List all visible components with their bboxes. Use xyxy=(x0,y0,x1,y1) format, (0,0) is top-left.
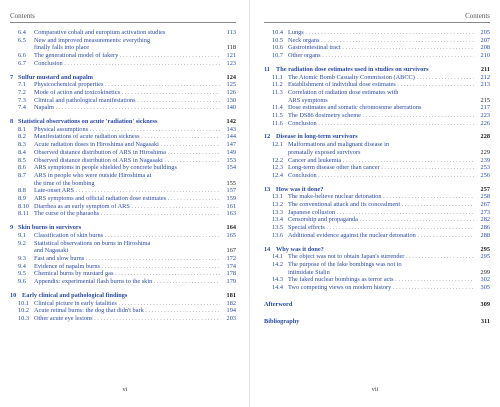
toc-entry-title: Establishment of individual dose estimates . . . xyxy=(288,81,474,89)
toc-chapter-entry[interactable] xyxy=(10,74,236,82)
toc-entry-page: 210 xyxy=(480,52,490,60)
toc-section-entry[interactable] xyxy=(10,307,236,315)
toc-entry-title: Conclusion . . . xyxy=(34,60,220,68)
toc-entry-title: Statistical observations on burns in Hiroshima xyxy=(34,239,151,247)
toc-chapter-number: 13 xyxy=(264,185,271,193)
toc-section-entry[interactable] xyxy=(10,164,236,172)
toc-entry-title: The object was not to obtain Japan's surrender . . . xyxy=(288,253,474,261)
toc-section-entry[interactable] xyxy=(10,232,236,240)
toc-chapter-title: How was it done? xyxy=(276,185,324,193)
toc-entry-number: 10.5 xyxy=(272,36,284,44)
toc-section-entry[interactable] xyxy=(10,104,236,112)
toc-entry-page: 256 xyxy=(480,171,490,179)
toc-entry-page: 295 xyxy=(480,245,490,253)
toc-section-entry[interactable] xyxy=(264,120,490,128)
toc-entry-number: 8.10 xyxy=(18,202,30,210)
toc-entry-continuation[interactable] xyxy=(264,269,490,277)
toc-entry-number: 11.4 xyxy=(272,104,283,112)
toc-section-entry[interactable] xyxy=(264,284,490,292)
toc-section-entry[interactable] xyxy=(264,141,490,149)
toc-chapter-entry[interactable] xyxy=(264,186,490,194)
toc-entry-page: 212 xyxy=(480,73,490,81)
toc-entry-page: 130 xyxy=(226,96,236,104)
toc-chapter-title: Early clinical and pathological findings xyxy=(22,291,128,299)
toc-entry-number: 14.4 xyxy=(272,284,284,292)
toc-entry-page: 223 xyxy=(480,112,490,120)
toc-entry-number: 11.5 xyxy=(272,112,283,120)
toc-chapter-title: The radiation dose estimates used in studies on survivors xyxy=(276,65,429,73)
toc-entry-page: 228 xyxy=(480,133,490,141)
toc-entry-number: 10.1 xyxy=(18,299,30,307)
toc-section-entry[interactable] xyxy=(264,157,490,165)
toc-entry-title: Diarrhea as an early symptom of ARS . . . xyxy=(34,203,220,211)
toc-section-entry[interactable] xyxy=(10,37,236,45)
toc-chapter-title: Skin burns in survivors xyxy=(18,224,82,232)
toc-entry-page: 295 xyxy=(480,253,490,261)
toc-section-entry[interactable] xyxy=(10,133,236,141)
toc-entry-page: 179 xyxy=(226,278,236,286)
toc-section-entry[interactable] xyxy=(10,157,236,165)
toc-entry-title: Conclusion . . . xyxy=(288,120,474,128)
toc-entry-number: 12.1 xyxy=(272,141,284,149)
toc-entry-title: ARS symptoms xyxy=(288,96,328,104)
toc-entry-page: 125 xyxy=(226,81,236,89)
toc-chapter-number: 14 xyxy=(264,245,271,253)
toc-entry-title xyxy=(10,224,220,232)
toc-section-entry[interactable] xyxy=(264,52,490,60)
toc-entry-continuation[interactable] xyxy=(10,180,236,188)
toc-section-entry[interactable] xyxy=(10,315,236,323)
toc-entry-page: 165 xyxy=(226,231,236,239)
toc-section-entry[interactable] xyxy=(264,44,490,52)
toc-chapter-title: Bibliography xyxy=(264,317,300,325)
toc-entry-page: 302 xyxy=(480,276,490,284)
toc-section-entry[interactable] xyxy=(10,149,236,157)
toc-entry-number: 10.3 xyxy=(18,314,30,322)
toc-entry-number: 14.1 xyxy=(272,253,284,261)
toc-entry-title: Napalm . . . xyxy=(34,104,220,112)
toc-entry-title: and Nagasaki xyxy=(34,247,69,255)
toc-entry-number: 9.6 xyxy=(18,278,26,286)
toc-section-entry[interactable] xyxy=(264,253,490,261)
toc-section-entry[interactable] xyxy=(10,187,236,195)
toc-entry-title: The conventional attack and its concealment . . . xyxy=(288,201,474,209)
toc-entry-title: Conclusion . . . xyxy=(288,172,474,180)
toc-entry-number: 9.1 xyxy=(18,231,26,239)
toc-chapter-number: 12 xyxy=(264,133,271,141)
toc-section-entry[interactable] xyxy=(264,104,490,112)
toc-entry-page: 161 xyxy=(226,202,236,210)
toc-entry-number: 8.5 xyxy=(18,156,26,164)
toc-entry-number: 9.3 xyxy=(18,254,26,262)
toc-entry-title: Appendix: experimental flash burns to the skin . . . xyxy=(34,278,220,286)
toc-section-entry[interactable] xyxy=(264,112,490,120)
toc-entry-title: prenatally exposed survivors xyxy=(288,148,361,156)
toc-entry-number: 13.4 xyxy=(272,216,284,224)
toc-section-entry[interactable] xyxy=(10,255,236,263)
toc-entry-page: 182 xyxy=(226,299,236,307)
running-header: Contents xyxy=(264,0,490,23)
toc-chapter-number: 10 xyxy=(10,291,17,299)
toc-section-entry[interactable] xyxy=(10,270,236,278)
page-number: vi xyxy=(122,386,128,393)
toc-entry-page: 140 xyxy=(226,104,236,112)
toc-entry-title: Comparative cobalt and europium activation studies xyxy=(34,29,166,36)
toc-entry-page: 286 xyxy=(480,224,490,232)
right-page xyxy=(250,0,500,407)
toc-entry-page: 126 xyxy=(226,88,236,96)
toc-entry-title: Clinical and pathological manifestations . . . xyxy=(34,97,220,105)
toc-entry-number: 9.5 xyxy=(18,270,26,278)
toc-entry-title: New and improved measurements: everything xyxy=(34,36,151,44)
toc-entry-number: 13.6 xyxy=(272,231,284,239)
toc-section-entry[interactable] xyxy=(10,278,236,286)
toc-entry-title: Acute retinal burns: the dog that didn't bark . . . xyxy=(34,307,220,315)
toc-section-entry[interactable] xyxy=(264,29,490,37)
toc-section-entry[interactable] xyxy=(10,89,236,97)
toc-chapter-title: Disease in long-term survivors xyxy=(276,133,358,141)
toc-entry-page: 157 xyxy=(226,187,236,195)
toc-entry-title xyxy=(264,66,474,74)
toc-section-entry[interactable] xyxy=(10,240,236,248)
toc-entry-number: 11.6 xyxy=(272,119,283,127)
toc-entry-page: 147 xyxy=(226,141,236,149)
toc-entry-title: The generational model of fakery . . . xyxy=(34,52,220,60)
toc-entry-title: finally falls into place xyxy=(34,44,90,52)
toc-entry-number: 11.2 xyxy=(272,81,283,89)
toc-entry-title xyxy=(264,133,474,141)
toc-entry-page: 174 xyxy=(226,262,236,270)
toc-entry-page: 217 xyxy=(480,104,490,112)
toc-entry-number: 7.2 xyxy=(18,88,26,96)
toc-chapter-entry[interactable] xyxy=(264,301,490,309)
toc-entry-page: 267 xyxy=(480,201,490,209)
toc-entry-number: 6.6 xyxy=(18,52,26,60)
toc-entry-title: Censorship and propaganda . . . xyxy=(288,216,474,224)
toc-entry-title xyxy=(264,246,474,254)
toc-entry-page: 181 xyxy=(226,291,236,299)
toc-entry-title: Correlation of radiation dose estimates with xyxy=(288,88,399,96)
toc-entry-title: Special effects . . . xyxy=(288,224,474,232)
toc-entry-page: 299 xyxy=(480,268,490,276)
toc-section-entry[interactable] xyxy=(264,276,490,284)
toc-chapter-entry[interactable] xyxy=(10,118,236,126)
toc-entry-number: 9.4 xyxy=(18,262,26,270)
toc-entry-title: Mode of action and toxicokinetics . . . xyxy=(34,89,220,97)
toc-entry-title: Long-term disease other than cancer . . . xyxy=(288,164,474,172)
toc-section-entry[interactable] xyxy=(10,210,236,218)
toc-section-entry[interactable] xyxy=(10,141,236,149)
toc-entry-title xyxy=(264,186,474,194)
toc-entry-page: 213 xyxy=(480,81,490,89)
toc-entry-title: The purpose of the fake bombings was not to xyxy=(288,260,402,268)
toc-entry-number: 13.3 xyxy=(272,208,284,216)
toc-entry-page: 167 xyxy=(226,247,236,255)
toc-entry-number: 13.1 xyxy=(272,193,284,201)
toc-entry-title xyxy=(10,118,220,126)
toc-entry-page: 253 xyxy=(480,164,490,172)
toc-entry-number: 12.3 xyxy=(272,164,284,172)
toc-section-entry[interactable] xyxy=(10,52,236,60)
toc-entry-continuation[interactable] xyxy=(10,247,236,255)
toc-entry-page: 288 xyxy=(480,231,490,239)
toc-entry-title: Fast and slow burns . . . xyxy=(34,255,220,263)
toc-entry-title: Two competing views on modern history . . . xyxy=(288,284,474,292)
toc-entry-page: 305 xyxy=(480,284,490,292)
toc-section-entry[interactable] xyxy=(264,164,490,172)
toc-entry-page: 229 xyxy=(480,148,490,156)
toc-entry-page: 118 xyxy=(226,44,236,52)
toc-entry-continuation[interactable] xyxy=(10,44,236,52)
toc-section-entry[interactable] xyxy=(10,126,236,134)
toc-entry-number: 11.1 xyxy=(272,73,283,81)
toc-entry-page: 282 xyxy=(480,216,490,224)
toc-section-entry[interactable] xyxy=(264,193,490,201)
toc-entry-title: Lungs . . . xyxy=(288,29,474,37)
toc-entry-title: intimidate Stalin xyxy=(288,268,330,276)
toc-entry-title: ARS symptoms in people shielded by concrete buildings xyxy=(34,164,177,172)
toc-entry-page: 258 xyxy=(480,193,490,201)
toc-entry-title: Manifestations of acute radiation sickness . . . xyxy=(34,133,220,141)
toc-entry-number: 10.6 xyxy=(272,44,284,52)
toc-entry-page: 215 xyxy=(480,96,490,104)
toc-entry-title: Japanese collusion . . . xyxy=(288,209,474,217)
toc-section-entry[interactable] xyxy=(10,263,236,271)
toc-chapter-entry[interactable] xyxy=(264,318,490,326)
toc-section-entry[interactable] xyxy=(264,81,490,89)
toc-entry-page: 144 xyxy=(226,133,236,141)
toc-entry-title: Cancer and leukemia . . . xyxy=(288,157,474,165)
page-number: vii xyxy=(371,386,379,393)
toc-entry-title: ARS in people who were outside Hiroshima at xyxy=(34,171,152,179)
toc-entry-title: Evidence of napalm burns . . . xyxy=(34,263,220,271)
toc-entry-number: 8.6 xyxy=(18,164,26,172)
toc-entry-title: The Atomic Bomb Casualty Commission (ABCC) . . . xyxy=(288,74,474,82)
toc-entry-page: 194 xyxy=(226,307,236,315)
toc-entry-page: 164 xyxy=(226,224,236,232)
toc-entry-title xyxy=(264,318,474,326)
toc-entry-title: Physicochemical properties . . . xyxy=(34,81,220,89)
toc-entry-title xyxy=(10,74,220,82)
toc-entry-title: Observed distance distribution of ARS in Hiroshima . . . xyxy=(34,149,220,157)
toc-entry-number: 8.1 xyxy=(18,125,26,133)
toc-chapter-title: Why was it done? xyxy=(276,245,324,253)
toc-chapter-title: Afterword xyxy=(264,300,293,308)
toc-section-entry[interactable] xyxy=(10,195,236,203)
toc-entry-number: 6.7 xyxy=(18,59,26,67)
toc-entry-page: 205 xyxy=(480,29,490,36)
toc-entry-title: Neck organs . . . xyxy=(288,37,474,45)
toc-entry-page: 273 xyxy=(480,208,490,216)
toc-section-entry[interactable] xyxy=(264,201,490,209)
toc-entry-title: Malformations and malignant disease in xyxy=(288,141,390,149)
toc-entry-title: the time of the bombing xyxy=(34,179,95,187)
toc-entry-title: Observed distance distribution of ARS in Nagasaki . . . xyxy=(34,157,220,165)
toc-section-entry[interactable] xyxy=(264,37,490,45)
toc-entry-number: 14.3 xyxy=(272,276,284,284)
toc-entry-page: 311 xyxy=(480,317,490,325)
toc-entry-title: Acute radiation doses in Hiroshima and Nagasaki . . . xyxy=(34,141,220,149)
toc-section-entry[interactable] xyxy=(10,203,236,211)
toc-section-entry[interactable] xyxy=(264,232,490,240)
toc-entry-number: 8.8 xyxy=(18,187,26,195)
toc-entry-page: 239 xyxy=(480,156,490,164)
toc-list xyxy=(264,29,490,325)
toc-entry-title: Other organs . . . xyxy=(288,52,474,60)
toc-entry-number: 8.9 xyxy=(18,195,26,203)
toc-entry-page: 143 xyxy=(226,125,236,133)
toc-entry-title: The make-believe nuclear detonation . . . xyxy=(288,193,474,201)
toc-entry-page: 113 xyxy=(226,29,236,36)
toc-entry-title xyxy=(264,301,474,309)
toc-section-entry[interactable] xyxy=(10,172,236,180)
toc-entry-page: 207 xyxy=(480,36,490,44)
toc-entry-page: 178 xyxy=(226,270,236,278)
toc-entry-title: Physical assumptions . . . xyxy=(34,126,220,134)
toc-entry-title: Additional evidence against the nuclear detonation . . . xyxy=(288,232,474,240)
toc-entry-page: 155 xyxy=(226,179,236,187)
toc-entry-page: 211 xyxy=(480,65,490,73)
toc-section-entry[interactable] xyxy=(10,300,236,308)
toc-entry-title: Gastrointestinal tract . . . xyxy=(288,44,474,52)
toc-entry-number: 6.5 xyxy=(18,36,26,44)
toc-chapter-number: 8 xyxy=(10,118,14,126)
toc-chapter-title: Sulfur mustard and napalm xyxy=(18,73,93,81)
toc-chapter-title: Statistical observations on acute 'radiation' sickness xyxy=(18,118,158,126)
toc-entry-title xyxy=(10,292,220,300)
toc-entry-page: 149 xyxy=(226,148,236,156)
toc-section-entry[interactable] xyxy=(10,29,236,37)
toc-entry-number: 8.3 xyxy=(18,141,26,149)
toc-entry-number: 8.11 xyxy=(18,210,29,218)
toc-entry-number: 12.4 xyxy=(272,171,284,179)
toc-entry-number: 10.7 xyxy=(272,52,284,60)
toc-entry-page: 208 xyxy=(480,44,490,52)
toc-entry-number: 10.4 xyxy=(272,29,284,36)
toc-section-entry[interactable] xyxy=(264,172,490,180)
toc-chapter-entry[interactable] xyxy=(264,66,490,74)
toc-entry-page: 123 xyxy=(226,59,236,67)
toc-entry-page: 309 xyxy=(480,300,490,308)
toc-entry-number: 10.2 xyxy=(18,307,30,315)
toc-section-entry[interactable] xyxy=(10,97,236,105)
toc-entry-number: 6.4 xyxy=(18,29,26,36)
toc-entry-page: 153 xyxy=(226,156,236,164)
toc-entry-title: ARS symptoms and official radiation dose estimates . . . xyxy=(34,195,220,203)
toc-section-entry[interactable] xyxy=(264,216,490,224)
toc-entry-number: 7.4 xyxy=(18,104,26,112)
toc-entry-number: 9.2 xyxy=(18,239,26,247)
toc-entry-page: 159 xyxy=(226,195,236,203)
toc-entry-page: 154 xyxy=(226,164,236,172)
toc-entry-page: 121 xyxy=(226,52,236,60)
toc-entry-title: Clinical picture in early fatalities . . . xyxy=(34,300,220,308)
toc-entry-continuation[interactable] xyxy=(264,149,490,157)
toc-chapter-number: 11 xyxy=(264,65,270,73)
toc-entry-number: 8.2 xyxy=(18,133,26,141)
toc-entry-title: Late-onset ARS . . . xyxy=(34,187,220,195)
toc-list xyxy=(10,29,236,323)
toc-entry-number: 12.2 xyxy=(272,156,284,164)
toc-entry-number: 11.3 xyxy=(272,88,283,96)
toc-entry-title: Other acute eye lesions . . . xyxy=(34,315,220,323)
toc-chapter-entry[interactable] xyxy=(10,224,236,232)
toc-entry-number: 7.1 xyxy=(18,81,26,89)
toc-entry-number: 13.2 xyxy=(272,201,284,209)
toc-entry-page: 226 xyxy=(480,119,490,127)
toc-entry-title: The faked nuclear bombings as terror acts . . . xyxy=(288,276,474,284)
toc-entry-title: The DS86 dosimetry scheme . . . xyxy=(288,112,474,120)
toc-section-entry[interactable] xyxy=(264,261,490,269)
toc-entry-title: Chemical burns by mustard gas . . . xyxy=(34,270,220,278)
toc-entry-title: The curse of the pharaohs . . . xyxy=(34,210,220,218)
toc-chapter-number: 9 xyxy=(10,224,14,232)
toc-section-entry[interactable] xyxy=(264,209,490,217)
toc-entry-number: 13.5 xyxy=(272,224,284,232)
toc-entry-number: 8.7 xyxy=(18,171,26,179)
toc-entry-title: Dose estimates and somatic chromosome aberrations xyxy=(288,104,422,112)
toc-chapter-entry[interactable] xyxy=(264,246,490,254)
toc-section-entry[interactable] xyxy=(10,81,236,89)
toc-entry-continuation[interactable] xyxy=(264,97,490,105)
toc-section-entry[interactable] xyxy=(10,60,236,68)
toc-entry-page: 203 xyxy=(226,314,236,322)
toc-section-entry[interactable] xyxy=(264,89,490,97)
toc-chapter-number: 7 xyxy=(10,73,14,81)
toc-entry-page: 142 xyxy=(226,118,236,126)
toc-entry-number: 7.3 xyxy=(18,96,26,104)
toc-section-entry[interactable] xyxy=(264,74,490,82)
toc-entry-number: 14.2 xyxy=(272,260,284,268)
toc-section-entry[interactable] xyxy=(264,224,490,232)
running-header: Contents xyxy=(10,0,236,23)
toc-entry-page: 257 xyxy=(480,185,490,193)
toc-entry-number: 8.4 xyxy=(18,148,26,156)
toc-entry-title: Classification of skin burns . . . xyxy=(34,232,220,240)
toc-entry-page: 124 xyxy=(226,73,236,81)
toc-entry-page: 172 xyxy=(226,254,236,262)
toc-chapter-entry[interactable] xyxy=(264,133,490,141)
toc-chapter-entry[interactable] xyxy=(10,292,236,300)
toc-entry-page: 163 xyxy=(226,210,236,218)
